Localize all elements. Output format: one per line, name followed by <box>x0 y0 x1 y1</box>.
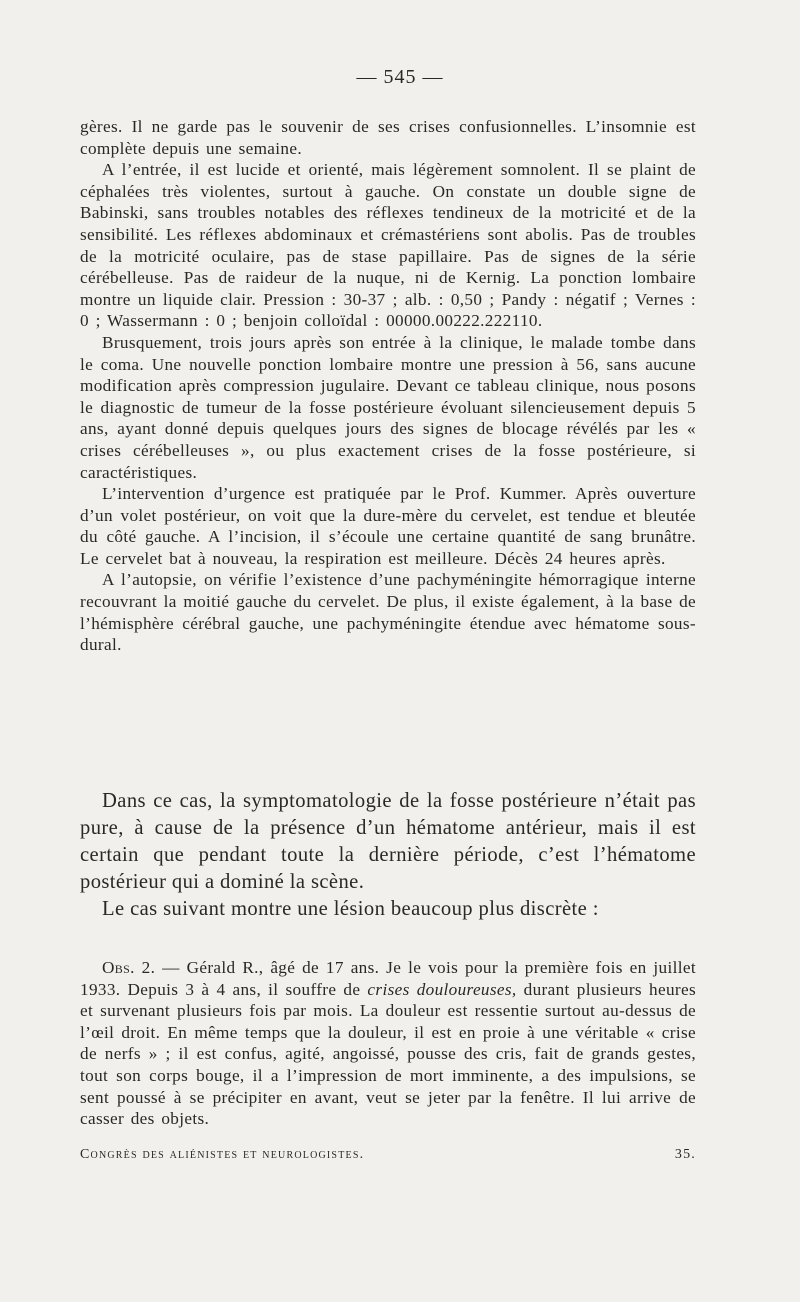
page-footer <box>80 1147 696 1163</box>
paragraph-coma: Brusquement, trois jours après son entrée à la clinique, le malade tombe dans le coma. Une nouvelle ponction lombaire montre une pression à 56, sans aucune modification après compression jugulaire. Devant ce tableau clinique, nous posons le diagnostic de tumeur de la fosse postérieure évoluant silencieusement depuis 5 ans, ayant donné depuis quelques jours des signes de blocage révélés par les « crises cérébelleuses », ou plus exactement crises de la fosse postérieure, si caractéristiques. <box>80 332 696 482</box>
footer-title: Congrès des aliénistes et neurologistes. <box>80 1147 365 1162</box>
observation-block <box>80 957 696 1130</box>
observation-paragraph <box>80 957 696 1130</box>
paragraph-intervention: L’intervention d’urgence est pratiquée par le Prof. Kummer. Après ouverture d’un volet postérieur, on voit que la dure-mère du cervelet, est tendue et bleutée du côté gauche. A l’incision, il s’écoule une certaine quantité de sang brunâtre. Le cervelet bat à nouveau, la respiration est meilleure. Décès 24 heures après. <box>80 484 696 568</box>
observation-text-start: — Gérald R., âgé de 17 ans. Je le vois pour la première fois en juillet 1933. Depuis 3 à 4 ans, il souffre de <box>80 958 696 999</box>
observation-italic-term: crises douloureuses, <box>367 979 517 999</box>
paragraph-admission: A l’entrée, il est lucide et orienté, mais légèrement somnolent. Il se plaint de céphalées très violentes, surtout à gauche. On constate un double signe de Babinski, sans troubles notables des réflexes tendineux de la motricité et de la sensibilité. Les réflexes abdominaux et crémastériens sont abolis. Pas de troubles de la motricité oculaire, pas de stase papillaire. Pas de signes de la série cérébelleuse. Pas de raideur de la nuque, ni de Kernig. La ponction lombaire montre un liquide clair. Pression : 30-37 ; alb. : 0,50 ; Pandy : négatif ; Vernes : 0 ; Wassermann : 0 ; benjoin colloïdal : 00000.00222.222110. <box>80 160 696 331</box>
observation-label: Obs. 2. <box>102 958 156 977</box>
paragraph-commentary: Dans ce cas, la symptomatologie de la fosse postérieure n’était pas pure, à cause de la présence d’un hématome antérieur, mais il est certain que pendant toute la dernière période, c’est l’hématome postérieur qui a dominé la scène. <box>80 790 696 893</box>
paragraph-transition: Le cas suivant montre une lésion beaucoup plus discrète : <box>102 898 599 920</box>
paragraph-continuation: gères. Il ne garde pas le souvenir de ses crises confusionnelles. L’insomnie est complète depuis une semaine. <box>80 117 696 158</box>
commentary-block <box>80 788 696 923</box>
page-number: — 545 — <box>356 66 444 88</box>
paragraph-autopsy: A l’autopsie, on vérifie l’existence d’une pachyméningite hémorragique interne recouvrant la moitié gauche du cervelet. De plus, il existe également, à la base de l’hémisphère cérébral gauche, une pachyméningite étendue avec hématome sous-dural. <box>80 570 696 655</box>
signature-mark: 35. <box>674 1147 696 1162</box>
main-text-block <box>80 116 696 656</box>
observation-text-end: durant plusieurs heures et survenant plusieurs fois par mois. La douleur est ressentie surtout au-dessus de l’œil droit. En même temps que la douleur, il est en proie à une véritable « crise de nerfs » ; il est confus, agité, angoissé, pousse des cris, fait de grands gestes, tout son corps bouge, il a l’impression de mort imminente, a des impulsions, se sent poussé à se précipiter en avant, veut se jeter par la fenêtre. Il lui arrive de casser des objets. <box>80 979 697 1129</box>
